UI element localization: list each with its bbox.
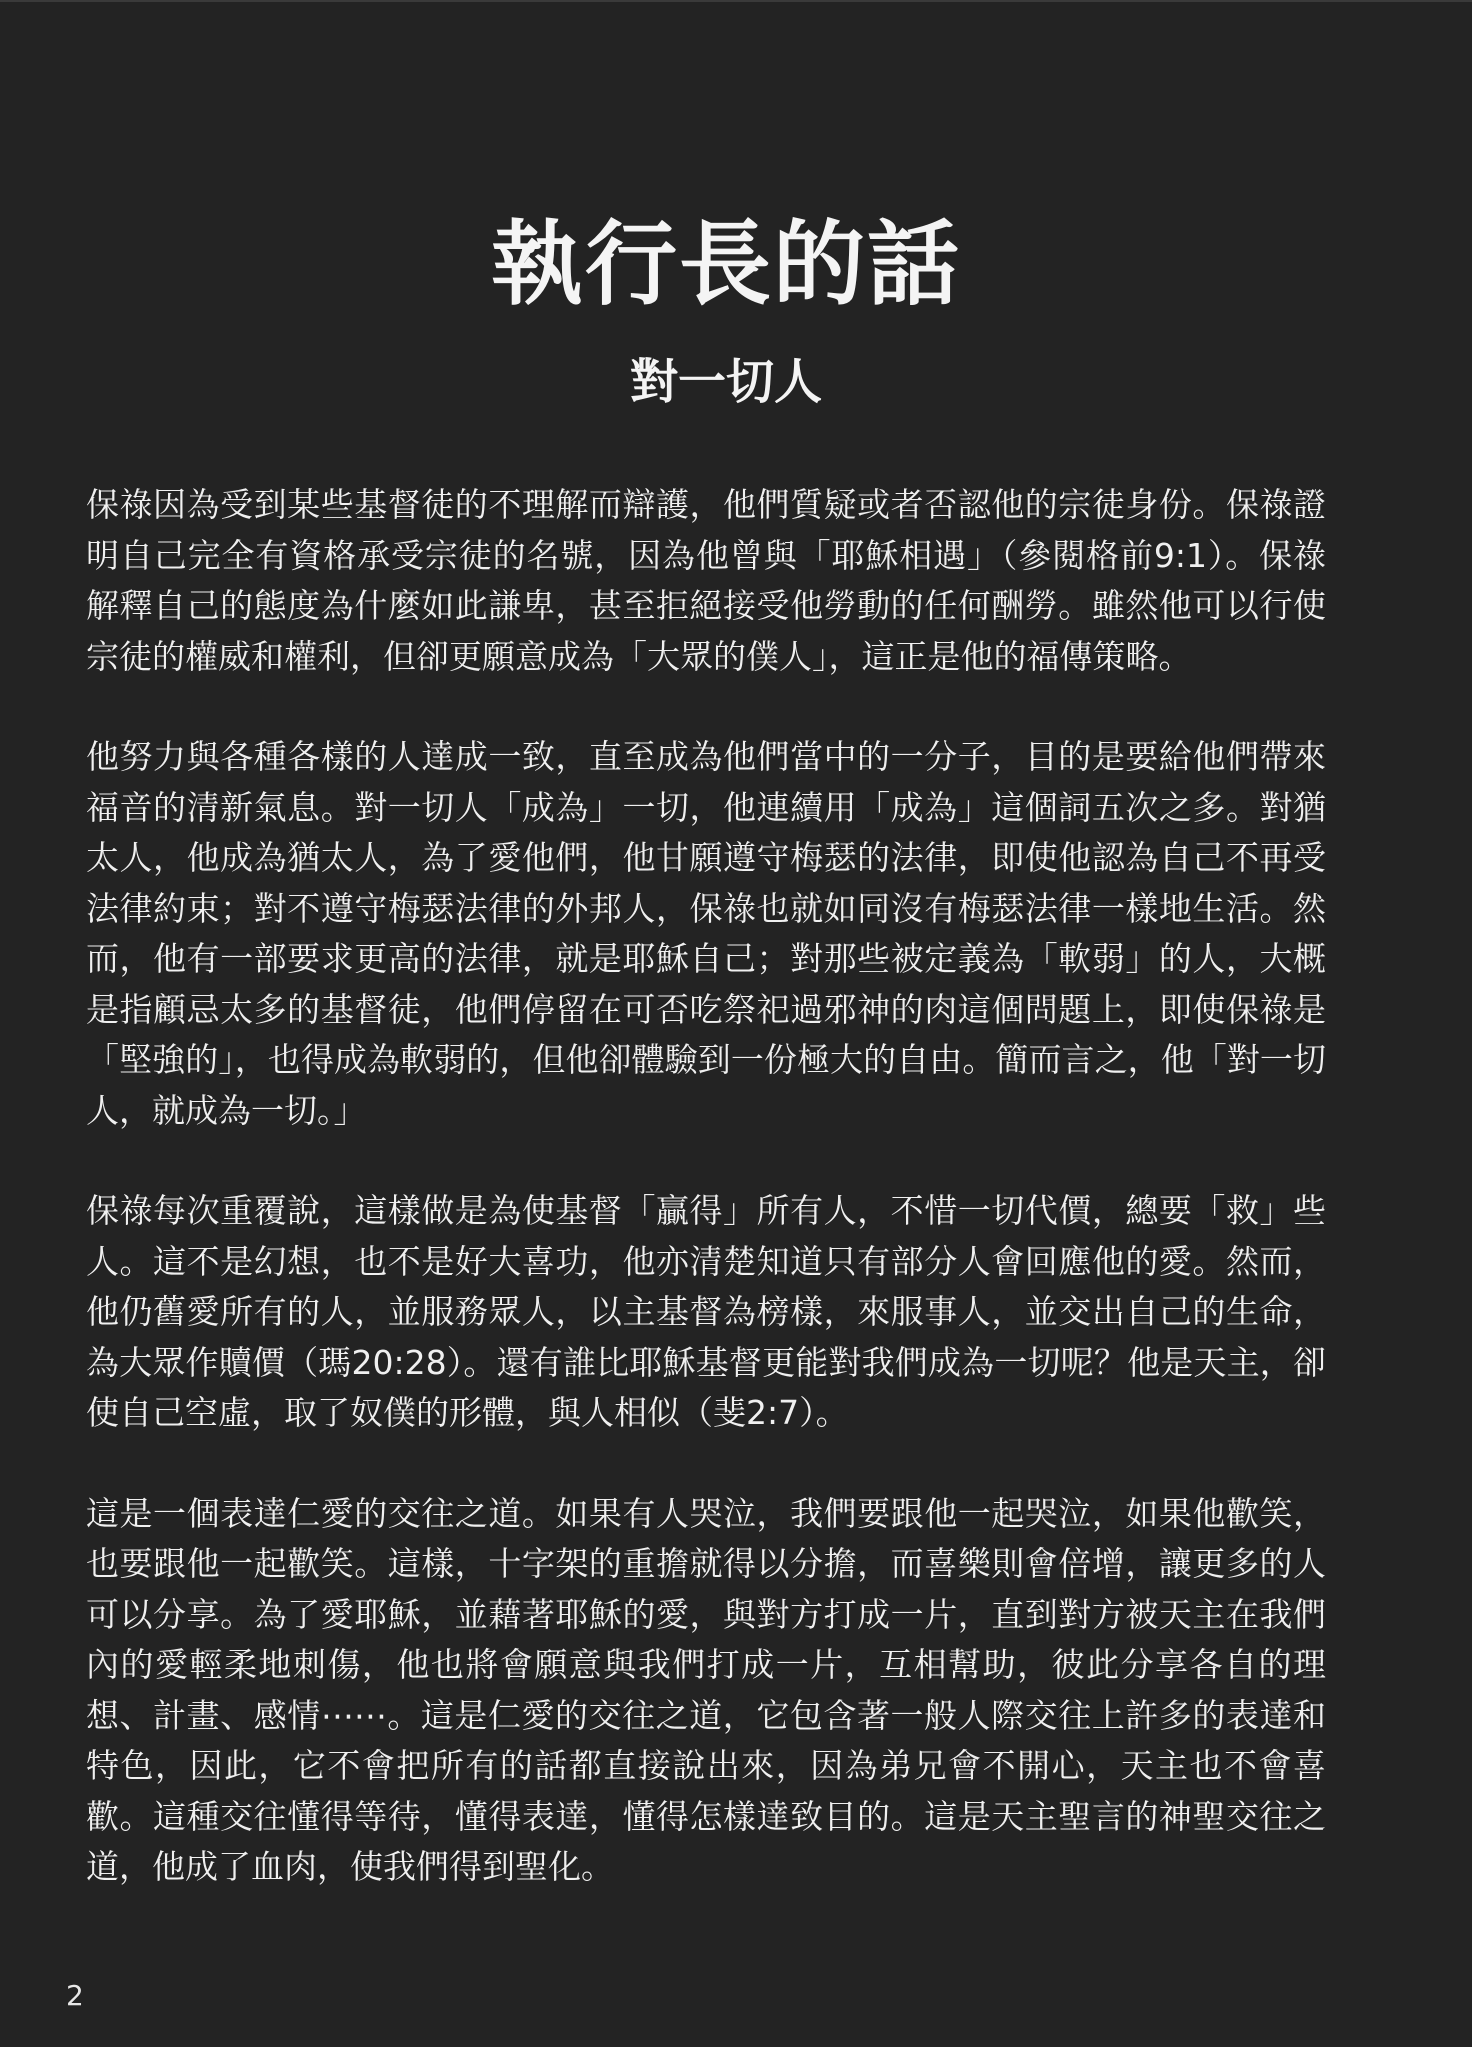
page-title: 執行長的話 (490, 211, 961, 318)
paragraph-3: 保祿每次重覆說，這樣做是為使基督「贏得」所有人，不惜一切代價，總要「救」些人。這不是幻想，也不是好大喜功，他亦清楚知道只有部分人會回應他的愛。然而，他仍舊愛所有的人，並服務眾人，以主基督為榜樣，來服事人，並交出自己的生命，為大眾作贖價（瑪20:28）。還有誰比耶穌基督更能對我們成為一切呢？他是天主，卻使自己空虛，取了奴僕的形體，與人相似（斐2:7）。 (86, 1191, 1326, 1432)
page-subtitle: 對一切人 (629, 354, 822, 410)
page-number: 2 (66, 1979, 84, 2012)
top-border-line (0, 0, 1472, 2)
paragraph-2: 他努力與各種各樣的人達成一致，直至成為他們當中的一分子，目的是要給他們帶來福音的清新氣息。對一切人「成為」一切，他連續用「成為」這個詞五次之多。對猶太人，他成為猶太人，為了愛他們，他甘願遵守梅瑟的法律，即使他認為自己不再受法律約束；對不遵守梅瑟法律的外邦人，保祿也就如同沒有梅瑟法律一樣地生活。然而，他有一部要求更高的法律，就是耶穌自己；對那些被定義為「軟弱」的人，大概是指顧忌太多的基督徒，他們停留在可否吃祭祀過邪神的肉這個問題上，即使保祿是「堅強的」，也得成為軟弱的，但他卻體驗到一份極大的自由。簡而言之，他「對一切人，就成為一切。」 (86, 737, 1326, 1130)
paragraph-4: 這是一個表達仁愛的交往之道。如果有人哭泣，我們要跟他一起哭泣，如果他歡笑，也要跟他一起歡笑。這樣，十字架的重擔就得以分擔，而喜樂則會倍增，讓更多的人可以分享。為了愛耶穌，並藉著耶穌的愛，與對方打成一片，直到對方被天主在我們內的愛輕柔地刺傷，他也將會願意與我們打成一片，互相幫助，彼此分享各自的理想、計畫、感情⋯⋯。這是仁愛的交往之道，它包含著一般人際交往上許多的表達和特色，因此，它不會把所有的話都直接說出來，因為弟兄會不開心，天主也不會喜歡。這種交往懂得等待，懂得表達，懂得怎樣達致目的。這是天主聖言的神聖交往之道，他成了血肉，使我們得到聖化。 (86, 1493, 1326, 1886)
paragraph-1: 保祿因為受到某些基督徒的不理解而辯護，他們質疑或者否認他的宗徒身份。保祿證明自己完全有資格承受宗徒的名號，因為他曾與「耶穌相遇」（參閱格前9:1）。保祿解釋自己的態度為什麼如此謙卑，甚至拒絕接受他勞動的任何酬勞。雖然他可以行使宗徒的權威和權利，但卻更願意成為「大眾的僕人」，這正是他的福傳策略。 (86, 485, 1326, 676)
article-body (86, 480, 1326, 1943)
